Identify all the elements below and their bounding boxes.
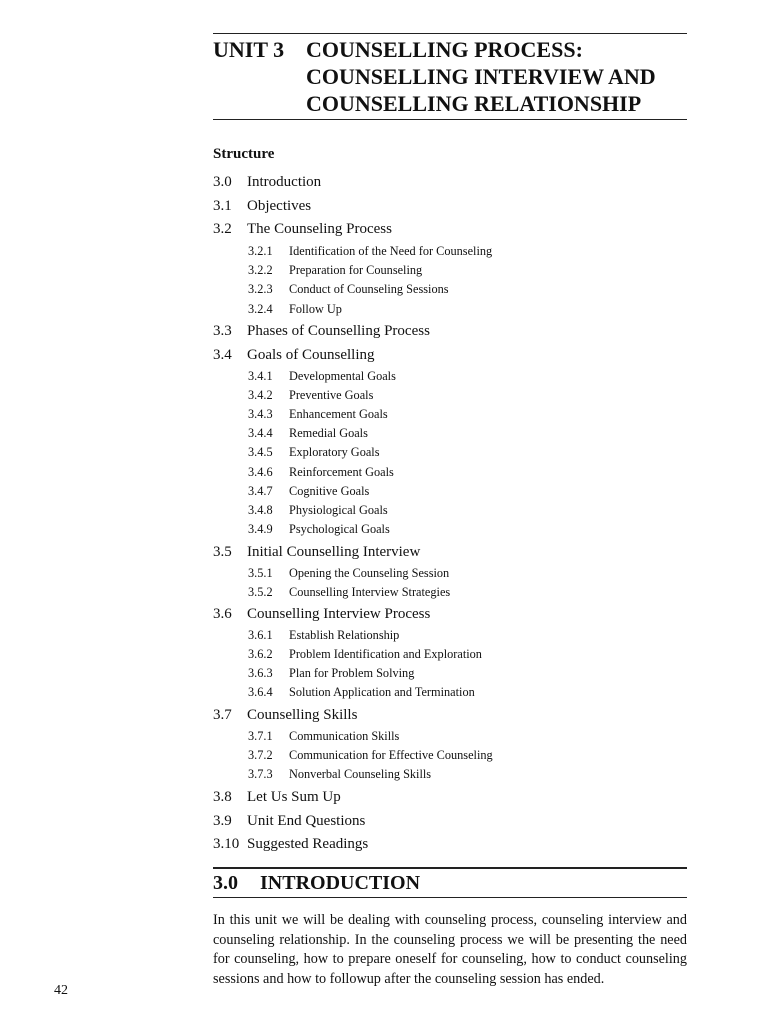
toc-item-number: 3.9 (213, 813, 232, 829)
toc-item-title: Conduct of Counseling Sessions (289, 282, 449, 296)
toc-item-title: Plan for Problem Solving (289, 666, 415, 680)
toc-item-title: Identification of the Need for Counseling (289, 244, 493, 258)
toc-item-title: Developmental Goals (289, 369, 396, 383)
toc-item-title: Preventive Goals (289, 388, 374, 402)
toc-item-number: 3.4.9 (248, 522, 273, 536)
toc-item-number: 3.4.1 (248, 369, 273, 383)
toc-item-number: 3.10 (213, 836, 240, 852)
page-number: 42 (54, 983, 68, 998)
toc-item-title: Follow Up (289, 302, 342, 316)
toc-item-title: Solution Application and Termination (289, 685, 475, 699)
unit-number: UNIT 3 (213, 37, 285, 62)
toc-item-title: Enhancement Goals (289, 407, 388, 421)
structure-heading: Structure (213, 146, 275, 162)
section-title: INTRODUCTION (260, 872, 421, 894)
unit-title-line: COUNSELLING PROCESS: (306, 37, 583, 62)
toc-item-number: 3.4 (213, 347, 232, 363)
unit-title-line: COUNSELLING INTERVIEW AND (306, 64, 656, 89)
toc-item-number: 3.4.8 (248, 503, 273, 517)
toc-item-number: 3.4.3 (248, 407, 273, 421)
toc-item-title: Communication Skills (289, 729, 400, 743)
toc-item-title: Unit End Questions (247, 813, 366, 829)
toc-item-title: Exploratory Goals (289, 445, 380, 459)
toc-item-title: Physiological Goals (289, 503, 388, 517)
toc-item-title: Introduction (247, 174, 322, 190)
toc-item-title: Objectives (247, 198, 312, 214)
toc-item-number: 3.7.3 (248, 767, 273, 781)
toc-item-number: 3.4.4 (248, 426, 273, 440)
toc-item-number: 3.5 (213, 544, 232, 560)
toc-item-number: 3.7.1 (248, 729, 273, 743)
toc-item-title: Counselling Skills (247, 707, 358, 723)
toc-item-number: 3.6.2 (248, 647, 273, 661)
toc-item-title: Establish Relationship (289, 628, 400, 642)
toc-item-title: Nonverbal Counseling Skills (289, 767, 432, 781)
toc-item-title: Psychological Goals (289, 522, 390, 536)
toc-item-title: Remedial Goals (289, 426, 368, 440)
toc-item-title: Initial Counselling Interview (247, 544, 421, 560)
toc-item-number: 3.5.1 (248, 566, 273, 580)
toc-item-number: 3.6.3 (248, 666, 273, 680)
toc-item-number: 3.7 (213, 707, 232, 723)
toc-item-title: Opening the Counseling Session (289, 566, 450, 580)
toc-item-number: 3.6.1 (248, 628, 273, 642)
toc-item-number: 3.8 (213, 789, 232, 805)
toc-item-number: 3.2.1 (248, 244, 273, 258)
toc-item-number: 3.5.2 (248, 585, 273, 599)
section-top-rule (213, 867, 687, 869)
toc-item-number: 3.6 (213, 606, 232, 622)
toc-item-title: Goals of Counselling (247, 347, 375, 363)
toc-item-title: Suggested Readings (247, 836, 369, 852)
intro-paragraph: In this unit we will be dealing with counseling process, counseling interview and counseling relationship. In the counseling process we will be presenting the need for counseling, how to prepare oneself for counseling, how to conduct counseling sessions and how to followup after the counseling session has ended. (213, 912, 687, 987)
toc-item-number: 3.4.5 (248, 445, 273, 459)
toc-item-number: 3.6.4 (248, 685, 273, 699)
toc-item-title: Communication for Effective Counseling (289, 748, 493, 762)
toc-item-number: 3.2.3 (248, 282, 273, 296)
toc-item-number: 3.4.6 (248, 465, 273, 479)
toc-item-title: Phases of Counselling Process (247, 323, 430, 339)
title-bottom-rule (213, 119, 687, 120)
toc-item-title: Counselling Interview Strategies (289, 585, 451, 599)
toc-item-number: 3.2 (213, 221, 232, 237)
toc-item-title: Cognitive Goals (289, 484, 370, 498)
top-rule (213, 33, 687, 34)
toc-item-title: The Counseling Process (247, 221, 392, 237)
toc-item-number: 3.4.2 (248, 388, 273, 402)
toc-item-title: Reinforcement Goals (289, 465, 394, 479)
toc-item-number: 3.2.4 (248, 302, 273, 316)
section-number: 3.0 (213, 872, 238, 894)
unit-title-line: COUNSELLING RELATIONSHIP (306, 91, 642, 116)
toc-item-title: Counselling Interview Process (247, 606, 431, 622)
toc-item-title: Let Us Sum Up (247, 789, 341, 805)
toc-item-number: 3.7.2 (248, 748, 273, 762)
toc-item-number: 3.4.7 (248, 484, 273, 498)
toc-item-number: 3.0 (213, 174, 232, 190)
section-bottom-rule (213, 897, 687, 898)
toc-item-title: Preparation for Counseling (289, 263, 423, 277)
toc-item-title: Problem Identification and Exploration (289, 647, 482, 661)
toc-item-number: 3.1 (213, 198, 232, 214)
toc-item-number: 3.2.2 (248, 263, 273, 277)
toc-item-number: 3.3 (213, 323, 232, 339)
